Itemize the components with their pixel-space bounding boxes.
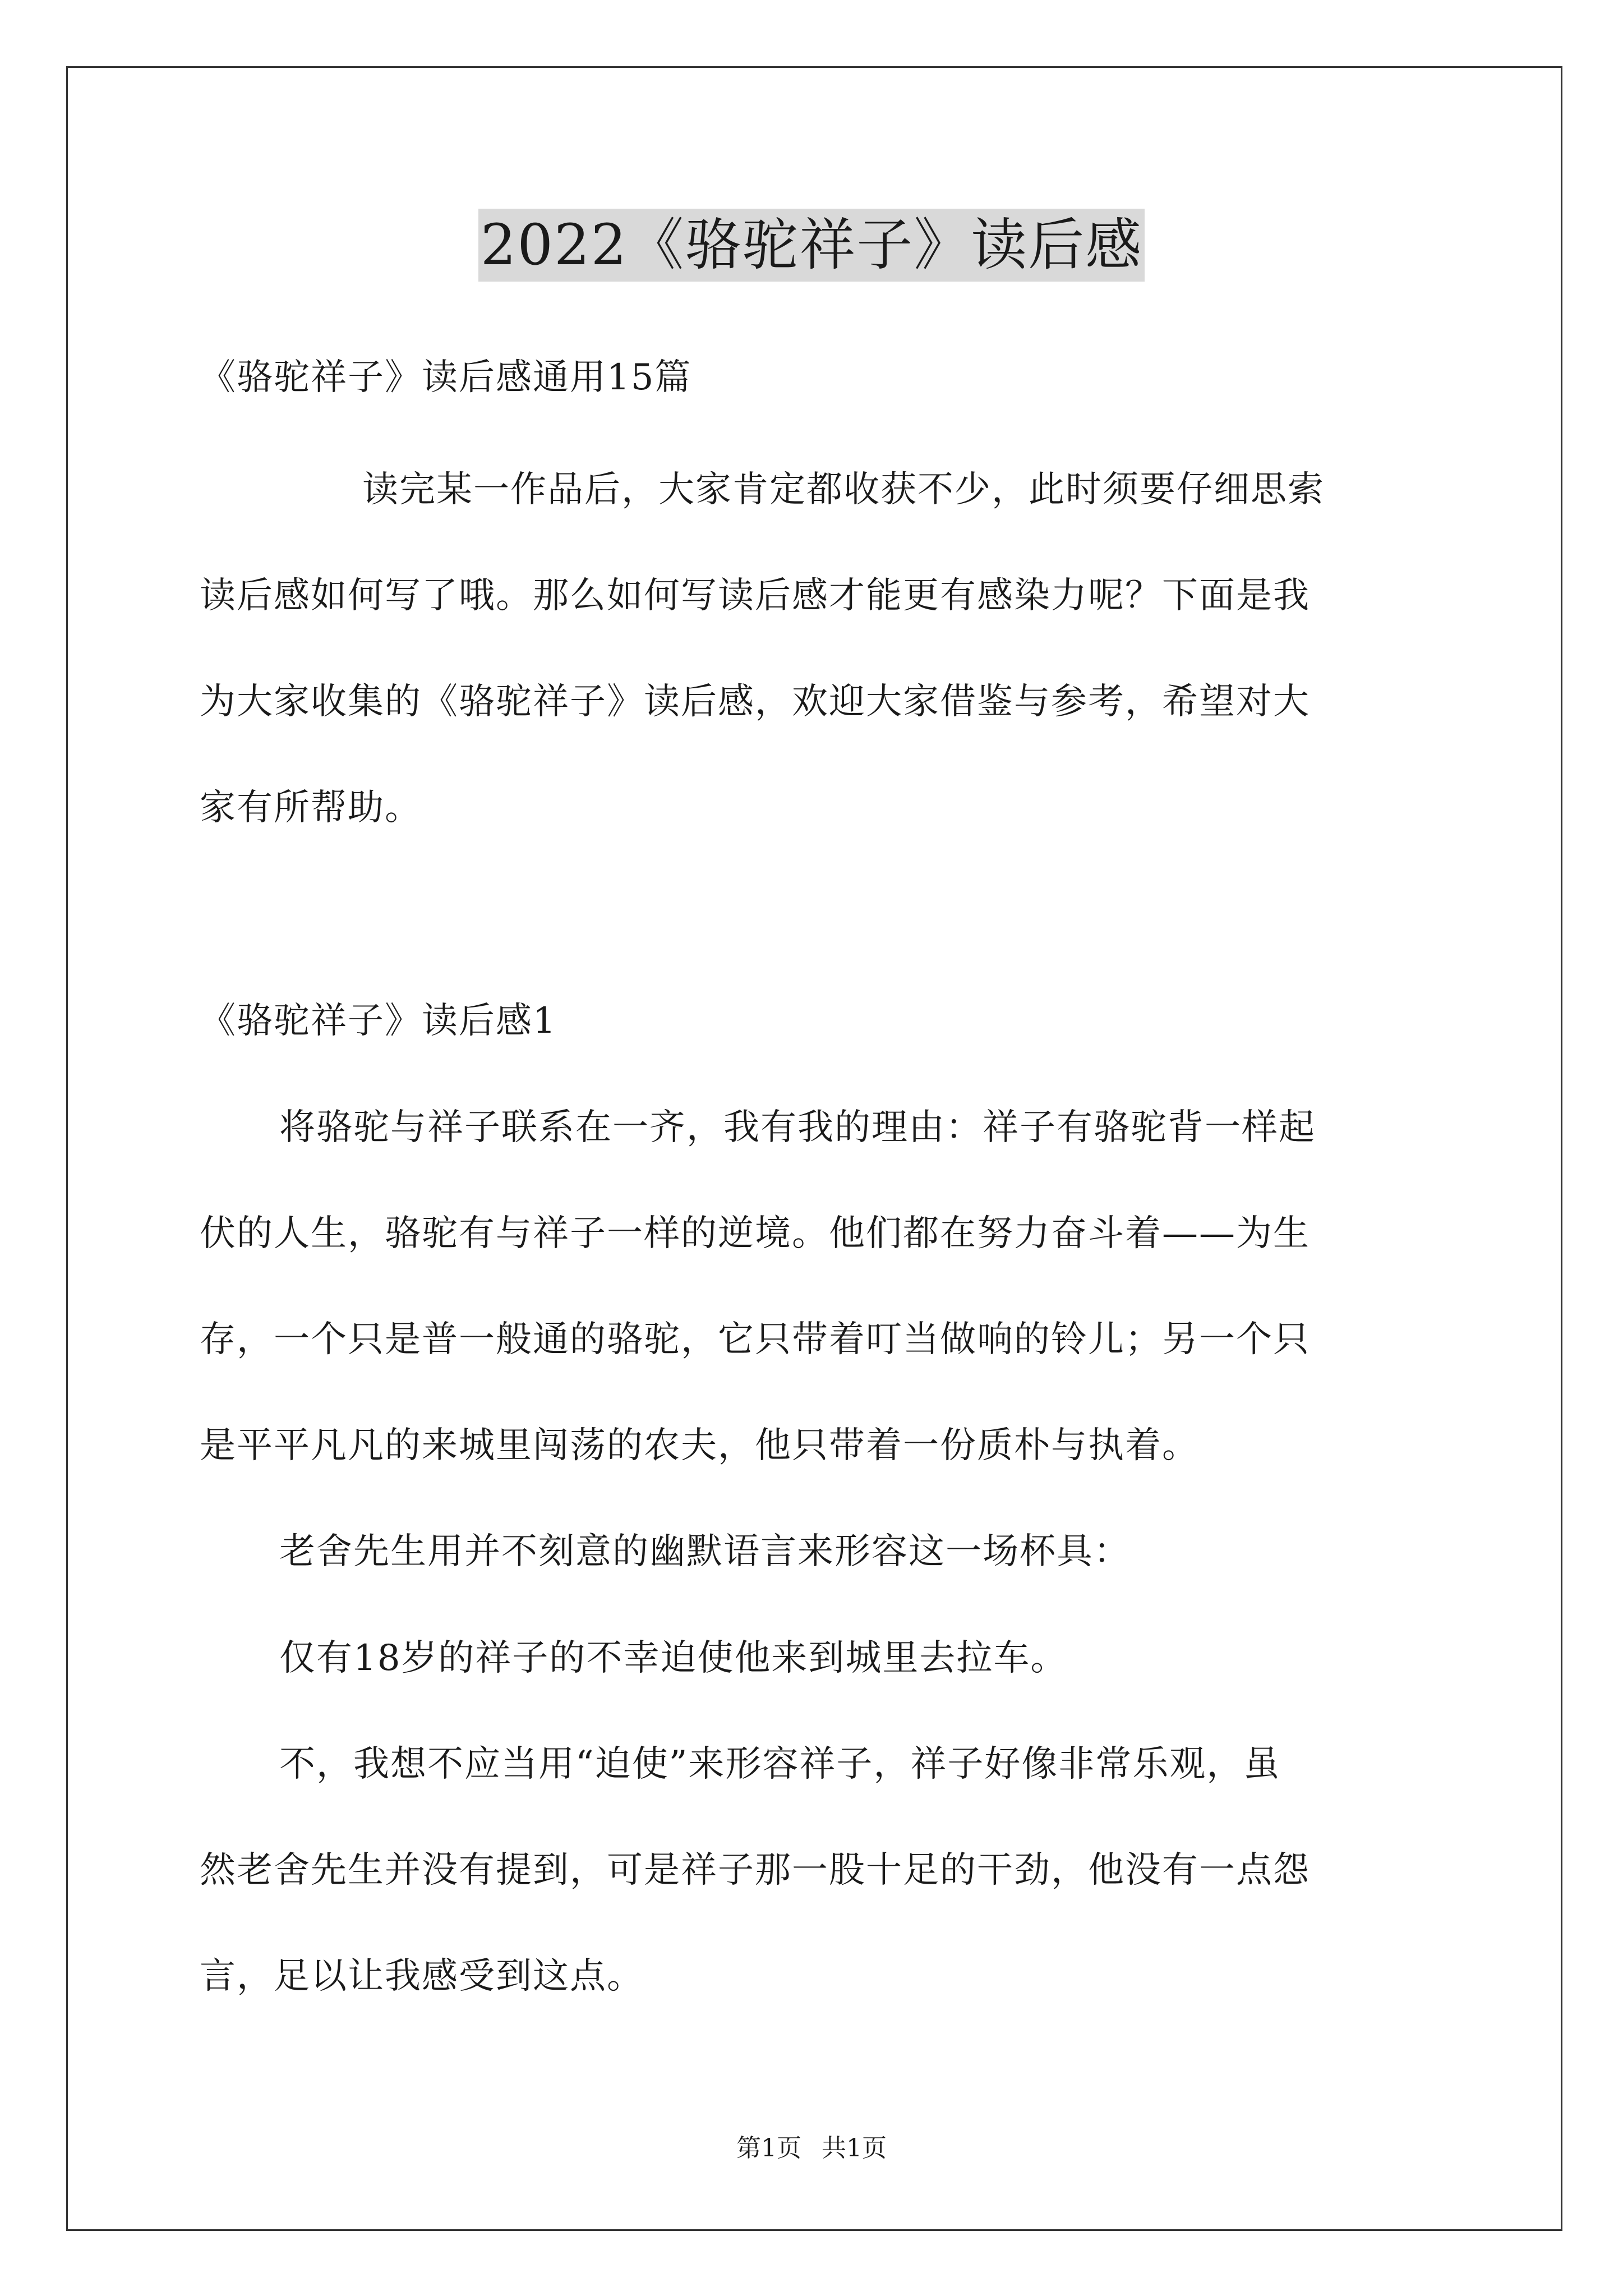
page-footer: [0, 2132, 1623, 2165]
intro-line-1: 读完某一作品后，大家肯定都收获不少，此时须要仔细思索: [362, 469, 1325, 510]
document-subtitle: 《骆驼祥子》读后感通用15篇: [200, 357, 692, 398]
title-container: [0, 209, 1623, 282]
page-total: 共1页: [822, 2134, 887, 2162]
para4-line-2: 然老舍先生并没有提到，可是祥子那一股十足的干劲，他没有一点怨: [200, 1849, 1310, 1891]
para3: 仅有18岁的祥子的不幸迫使他来到城里去拉车。: [279, 1637, 1068, 1679]
para1-line-1: 将骆驼与祥子联系在一齐，我有我的理由：祥子有骆驼背一样起: [279, 1107, 1316, 1148]
document-title: 2022《骆驼祥子》读后感: [478, 209, 1145, 282]
intro-line-3: 为大家收集的《骆驼祥子》读后感，欢迎大家借鉴与参考，希望对大: [200, 681, 1310, 723]
para1-line-3: 存，一个只是普一般通的骆驼，它只带着叮当做响的铃儿；另一个只: [200, 1319, 1310, 1360]
para4-line-1: 不，我想不应当用“迫使”来形容祥子，祥子好像非常乐观，虽: [279, 1743, 1281, 1785]
para1-line-2: 伏的人生，骆驼有与祥子一样的逆境。他们都在努力奋斗着——为生: [200, 1213, 1310, 1254]
page-number: 第1页: [736, 2134, 801, 2162]
para2: 老舍先生用并不刻意的幽默语言来形容这一场杯具：: [279, 1531, 1131, 1572]
para1-line-4: 是平平凡凡的来城里闯荡的农夫，他只带着一份质朴与执着。: [200, 1425, 1199, 1466]
section-heading: 《骆驼祥子》读后感1: [200, 1000, 557, 1042]
para4-line-3: 言，足以让我感受到这点。: [200, 1955, 644, 1997]
intro-line-2: 读后感如何写了哦。那么如何写读后感才能更有感染力呢？下面是我: [200, 575, 1310, 616]
intro-line-4: 家有所帮助。: [200, 787, 422, 829]
